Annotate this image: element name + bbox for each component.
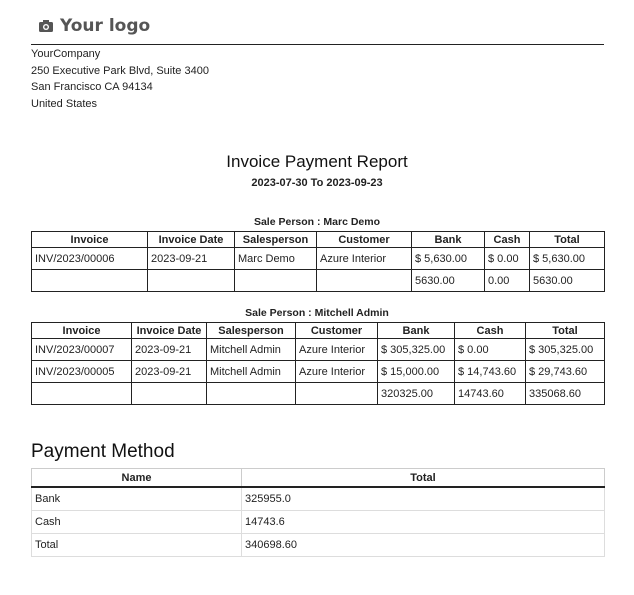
total-amount: $ 5,630.00 [530,248,605,270]
salesperson: Mitchell Admin [207,361,296,383]
total-amount: $ 305,325.00 [526,339,605,361]
company-address [31,46,209,112]
bank-amount: $ 305,325.00 [378,339,455,361]
col-header-invoice: Invoice [32,232,148,248]
bank-amount: $ 5,630.00 [412,248,485,270]
col-header-bank: Bank [412,232,485,248]
salesperson-group-title: Sale Person : Mitchell Admin [245,307,389,319]
col-header-cash: Cash [485,232,530,248]
totals-row [32,383,605,405]
invoice-date: 2023-09-21 [132,339,207,361]
company-logo [38,16,150,36]
report-title: Invoice Payment Report [226,152,408,171]
grand-total: 335068.60 [526,383,605,405]
salesperson: Marc Demo [235,248,317,270]
table-header-row [32,469,605,488]
customer: Azure Interior [296,361,378,383]
payment-method-name: Cash [32,511,242,534]
col-header-name: Name [32,469,242,488]
cash-total: 14743.60 [455,383,526,405]
company-name: YourCompany [31,48,101,60]
totals-row [32,270,605,292]
invoice-number: INV/2023/00007 [32,339,132,361]
camera-icon [38,19,54,33]
invoice-number: INV/2023/00006 [32,248,148,270]
col-header-customer: Customer [317,232,412,248]
col-header-bank: Bank [378,323,455,339]
col-header-customer: Customer [296,323,378,339]
table-row [32,511,605,534]
payment-method-name: Total [32,534,242,557]
cash-amount: $ 0.00 [455,339,526,361]
cash-amount: $ 0.00 [485,248,530,270]
col-header-cash: Cash [455,323,526,339]
col-header-salesperson: Salesperson [207,323,296,339]
col-header-total: Total [526,323,605,339]
payment-method-total: 14743.6 [242,511,605,534]
table-row [32,339,605,361]
company-street: 250 Executive Park Blvd, Suite 3400 [31,64,209,77]
invoice-table [31,322,605,405]
invoice-date: 2023-09-21 [148,248,235,270]
invoice-date: 2023-09-21 [132,361,207,383]
col-header-invoice-date: Invoice Date [148,232,235,248]
company-country: United States [31,97,98,110]
payment-method-name: Bank [32,487,242,511]
payment-method-title: Payment Method [31,441,175,462]
cash-total: 0.00 [485,270,530,292]
customer: Azure Interior [296,339,378,361]
table-row [32,248,605,270]
bank-amount: $ 15,000.00 [378,361,455,383]
col-header-total: Total [242,469,605,488]
invoice-table [31,231,605,292]
logo-text: Your logo [60,16,151,36]
grand-total: 5630.00 [530,270,605,292]
report-date-range: 2023-07-30 To 2023-09-23 [251,177,383,189]
cash-amount: $ 14,743.60 [455,361,526,383]
table-row [32,487,605,511]
payment-method-total: 340698.60 [242,534,605,557]
payment-method-table [31,468,605,557]
salesperson: Mitchell Admin [207,339,296,361]
col-header-invoice-date: Invoice Date [132,323,207,339]
salesperson-group-title: Sale Person : Marc Demo [253,216,381,228]
col-header-total: Total [530,232,605,248]
table-row [32,361,605,383]
invoice-number: INV/2023/00005 [32,361,132,383]
col-header-salesperson: Salesperson [235,232,317,248]
header-divider [31,44,604,45]
bank-total: 320325.00 [378,383,455,405]
col-header-invoice: Invoice [32,323,132,339]
total-amount: $ 29,743.60 [526,361,605,383]
table-row [32,534,605,557]
company-city: San Francisco CA 94134 [31,81,153,93]
table-header-row [32,323,605,339]
payment-method-total: 325955.0 [242,487,605,511]
table-header-row [32,232,605,248]
customer: Azure Interior [317,248,412,270]
bank-total: 5630.00 [412,270,485,292]
